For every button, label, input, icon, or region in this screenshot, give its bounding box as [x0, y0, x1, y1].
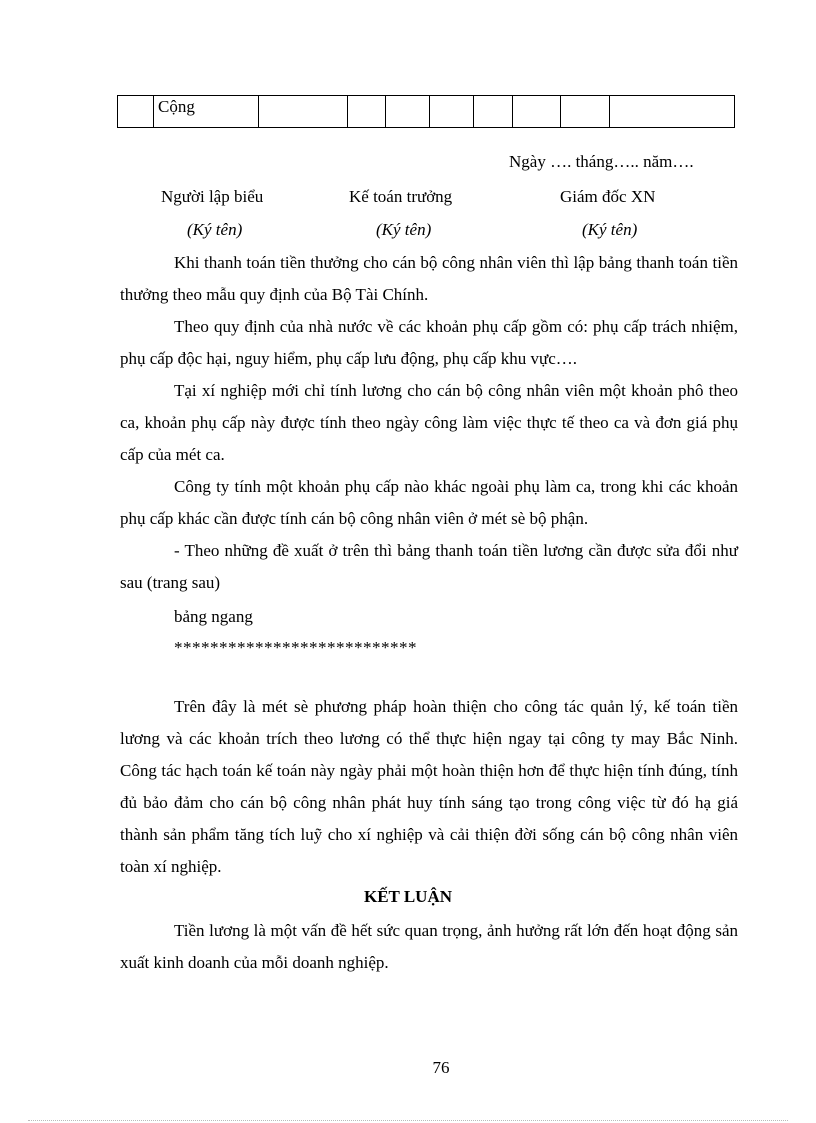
- table-cell: [430, 96, 474, 128]
- accountant-sign-note: (Ký tên): [376, 220, 432, 239]
- paragraph-summary: Trên đây là mét sè phương pháp hoàn thiện cho công tác quản lý, kế toán tiền lương và các khoản trích theo lương có thể thực hiện ngay tại công ty may Bắc Ninh. Công tác hạch toán kế toán này ngày phải một hoàn thiện hơn để thực hiện tính đúng, tính đủ bảo đảm cho cán bộ công nhân phát huy tính sáng tạo trong công việc từ đó hạ giá thành sản phẩm tăng tích luỹ cho xí nghiệp và cải thiện đời sống cán bộ công nhân viên toàn xí nghiệp.: [120, 697, 738, 876]
- paragraph-other-allowances: Công ty tính một khoản phụ cấp nào khác ngoài phụ làm ca, trong khi các khoản phụ cấp khác cần được tính cán bộ công nhân viên ở mét sè bộ phận.: [120, 477, 738, 528]
- table-cell: [610, 96, 735, 128]
- paragraph-shift-allowance: Tại xí nghiệp mới chỉ tính lương cho cán bộ công nhân viên một khoản phô theo ca, khoản phụ cấp này được tính theo ngày công làm việc thực tế theo ca và đơn giá phụ cấp của mét ca.: [120, 381, 738, 464]
- table-cell: [386, 96, 430, 128]
- footer-divider: [28, 1120, 788, 1121]
- date-line: Ngày …. tháng….. năm….: [509, 152, 694, 171]
- landscape-table-note: bảng ngang: [174, 607, 253, 626]
- table-cell: [561, 96, 610, 128]
- total-row-table: [117, 95, 735, 128]
- table-row: [118, 96, 735, 128]
- conclusion-heading: KẾT LUẬN: [363, 887, 452, 906]
- table-cell: [513, 96, 561, 128]
- director-sign-note: (Ký tên): [582, 220, 638, 239]
- table-cell: [259, 96, 348, 128]
- paragraph-allowance-types: Theo quy định của nhà nước về các khoản phụ cấp gồm có: phụ cấp trách nhiệm, phụ cấp độc hại, nguy hiểm, phụ cấp lưu động, phụ cấp khu vực….: [120, 317, 738, 368]
- paragraph-proposal: - Theo những đề xuất ở trên thì bảng thanh toán tiền lương cần được sửa đổi như sau (trang sau): [120, 541, 738, 592]
- preparer-sign-note: (Ký tên): [187, 220, 243, 239]
- paragraph-bonus-payment: Khi thanh toán tiền thưởng cho cán bộ công nhân viên thì lập bảng thanh toán tiền thưởng theo mẫu quy định của Bộ Tài Chính.: [120, 253, 738, 304]
- chief-accountant-title: Kế toán trưởng: [349, 187, 453, 206]
- table-cell: [474, 96, 513, 128]
- total-label-cell: Cộng: [154, 96, 259, 128]
- table-cell: [118, 96, 154, 128]
- separator-asterisks: ***************************: [174, 638, 417, 657]
- table-cell: [348, 96, 386, 128]
- paragraph-conclusion: Tiền lương là một vấn đề hết sức quan trọng, ảnh hưởng rất lớn đến hoạt động sản xuất kinh doanh của mỗi doanh nghiệp.: [120, 921, 738, 972]
- director-title: Giám đốc XN: [560, 187, 656, 206]
- page-number: 76: [432, 1058, 450, 1077]
- preparer-title: Người lập biểu: [161, 187, 264, 206]
